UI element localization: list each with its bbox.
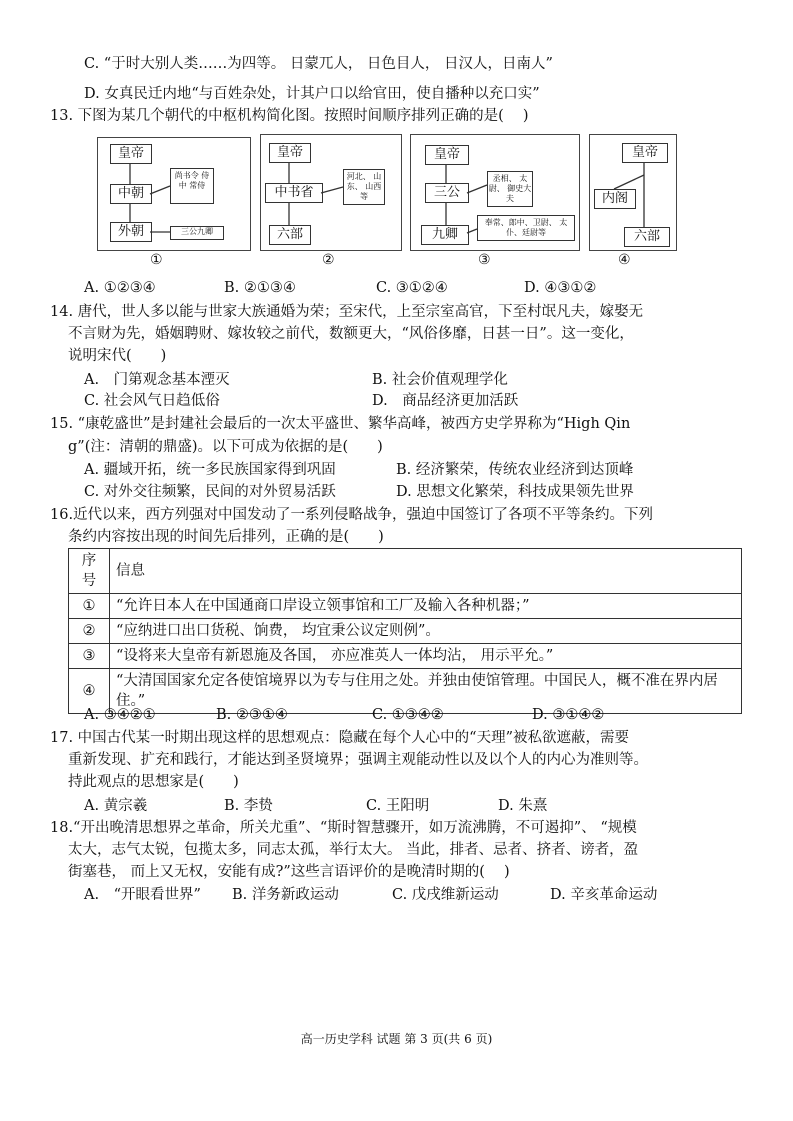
q14-option-c[interactable]: C. 社会风气日趋低俗 [84, 393, 220, 409]
d2-note1: 河北、 山东、 山西等 [343, 169, 385, 205]
q16-option-b[interactable]: B. ②③①④ [216, 707, 288, 723]
q15-line2: g”(注：清朝的鼎盛)。以下可成为依据的是( ) [68, 439, 383, 455]
q13-option-c[interactable]: C. ③①②④ [376, 280, 448, 296]
q14-line2: 不言财为先，婚姻聘财、嫁妆较之前代，数额更大，“风俗侈靡，日甚一日”。这一变化， [68, 326, 634, 342]
d2-bottom: 六部 [269, 225, 311, 245]
q15-option-d[interactable]: D. 思想文化繁荣，科技成果领先世界 [396, 484, 634, 500]
q18-line3: 街塞巷， 而上又无权，安能有成?”这些言语评价的是晚清时期的( ) [68, 864, 510, 880]
d1-note1: 尚书令 侍中 常侍 [170, 168, 214, 204]
diagram-1 [97, 137, 251, 251]
table-row [69, 594, 742, 619]
q15-option-a[interactable]: A. 疆域开拓，统一多民族国家得到巩固 [84, 462, 336, 478]
q18-option-a[interactable]: A. “开眼看世界” [84, 887, 201, 903]
q12-option-d: D. 女真民迁内地“与百姓杂处，计其户口以给官田，使自播种以充口实” [84, 86, 540, 102]
d4-arrows [590, 135, 676, 250]
q14-option-b[interactable]: B. 社会价值观理学化 [372, 372, 508, 388]
q14-option-d[interactable]: D. 商品经济更加活跃 [372, 393, 519, 409]
d2-top: 皇帝 [269, 143, 311, 163]
d3-note1: 丞相、 太尉、 御史大夫 [487, 171, 533, 207]
d1-arrows [98, 138, 250, 250]
diagram-2 [260, 134, 402, 251]
d3-arrows [411, 135, 579, 250]
q17-line1: 17. 中国古代某一时期出现这样的思想观点：隐藏在每个人心中的“天理”被私欲遮蔽，需要 [50, 730, 629, 746]
q17-option-b[interactable]: B. 李贽 [224, 798, 273, 814]
q16-line2: 条约内容按出现的时间先后排列，正确的是( ) [68, 529, 384, 545]
q17-line2: 重新发现、扩充和践行，才能达到圣贤境界；强调主观能动性以及以个人的内心为准则等。 [68, 752, 648, 768]
q18-option-b[interactable]: B. 洋务新政运动 [232, 887, 339, 903]
q13-option-b[interactable]: B. ②①③④ [224, 280, 296, 296]
d3-label: ③ [478, 252, 491, 268]
q17-option-c[interactable]: C. 王阳明 [366, 798, 430, 814]
d1-mid: 中朝 [110, 184, 152, 204]
row-num: ① [69, 594, 110, 619]
q16-option-d[interactable]: D. ③①④② [532, 707, 605, 723]
d1-top: 皇帝 [110, 144, 152, 164]
d4-bottom: 六部 [624, 227, 670, 247]
q16-option-a[interactable]: A. ③④②① [84, 707, 156, 723]
d2-arrows [261, 135, 401, 250]
q18-option-d[interactable]: D. 辛亥革命运动 [550, 887, 658, 903]
q14-line1: 14. 唐代，世人多以能与世家大族通婚为荣；至宋代，上至宗室高官，下至村氓凡夫，嫁娶无 [50, 304, 644, 320]
d2-label: ② [322, 252, 335, 268]
row-num: ④ [69, 669, 110, 714]
q16-line1: 16.近代以来，西方列强对中国发动了一系列侵略战争，强迫中国签订了各项不平等条约。下列 [50, 507, 654, 523]
q18-line2: 太大，志气太锐，包揽太多，同志太孤，举行太大。 当此，排者、忌者、挤者、谤者，盈 [68, 842, 639, 858]
q13-option-d[interactable]: D. ④③①② [524, 280, 597, 296]
q13-option-a[interactable]: A. ①②③④ [84, 280, 156, 296]
q17-line3: 持此观点的思想家是( ) [68, 774, 239, 790]
q17-option-a[interactable]: A. 黄宗羲 [84, 798, 148, 814]
table-header-row [69, 549, 742, 594]
q15-line1: 15. “康乾盛世”是封建社会最后的一次太平盛世、繁华高峰，被西方史学界称为“High Qin [50, 416, 631, 432]
d4-mid: 内阁 [594, 189, 636, 209]
table-header-num: 序号 [69, 549, 110, 594]
q15-option-b[interactable]: B. 经济繁荣，传统农业经济到达顶峰 [396, 462, 634, 478]
d2-mid: 中书省 [265, 183, 323, 203]
diagram-3 [410, 134, 580, 251]
d3-bottom: 九卿 [421, 225, 469, 245]
q14-option-a[interactable]: A. 门第观念基本湮灭 [84, 372, 230, 388]
row-text: “应纳进口出口货税、饷费， 均宜秉公议定则例”。 [110, 619, 742, 644]
d3-top: 皇帝 [425, 145, 469, 165]
table-row [69, 644, 742, 669]
q15-option-c[interactable]: C. 对外交往频繁，民间的对外贸易活跃 [84, 484, 336, 500]
row-num: ③ [69, 644, 110, 669]
q14-line3: 说明宋代( ) [68, 348, 167, 364]
row-text: “允许日本人在中国通商口岸设立领事馆和工厂及输入各种机器；” [110, 594, 742, 619]
treaty-table [68, 548, 742, 714]
row-text: “设将来大皇帝有新恩施及各国， 亦应准英人一体均沾， 用示平允。” [110, 644, 742, 669]
q18-option-c[interactable]: C. 戊戌维新运动 [392, 887, 499, 903]
table-row [69, 619, 742, 644]
d3-mid: 三公 [425, 183, 469, 203]
row-text: “大清国国家允定各使馆境界以为专与住用之处。并独由使馆管理。中国民人，概不准在界内居住。” [110, 669, 742, 714]
q16-option-c[interactable]: C. ①③④② [372, 707, 444, 723]
d4-label: ④ [618, 252, 631, 268]
d1-bottom: 外朝 [110, 222, 152, 242]
q17-option-d[interactable]: D. 朱熹 [498, 798, 548, 814]
row-num: ② [69, 619, 110, 644]
q18-line1: 18.“开出晚清思想界之革命，所关尤重”、“斯时智慧骤开，如万流沸腾，不可遏抑”、 “规模 [50, 820, 637, 836]
d4-top: 皇帝 [622, 143, 668, 163]
diagram-4 [589, 134, 677, 251]
page-footer: 高一历史学科 试题 第 3 页(共 6 页) [300, 1032, 493, 1046]
table-header-info: 信息 [110, 549, 742, 594]
q13-stem: 13. 下图为某几个朝代的中枢机构简化图。按照时间顺序排列正确的是( ) [50, 108, 529, 124]
d1-note2: 三公九卿 [170, 226, 224, 240]
q12-option-c: C. “于时大别人类……为四等。 日蒙兀人， 日色目人， 日汉人，日南人” [84, 56, 553, 72]
d1-label: ① [150, 252, 163, 268]
d3-note2: 奉常、郎中、卫尉、 太仆、廷尉等 [477, 215, 575, 241]
